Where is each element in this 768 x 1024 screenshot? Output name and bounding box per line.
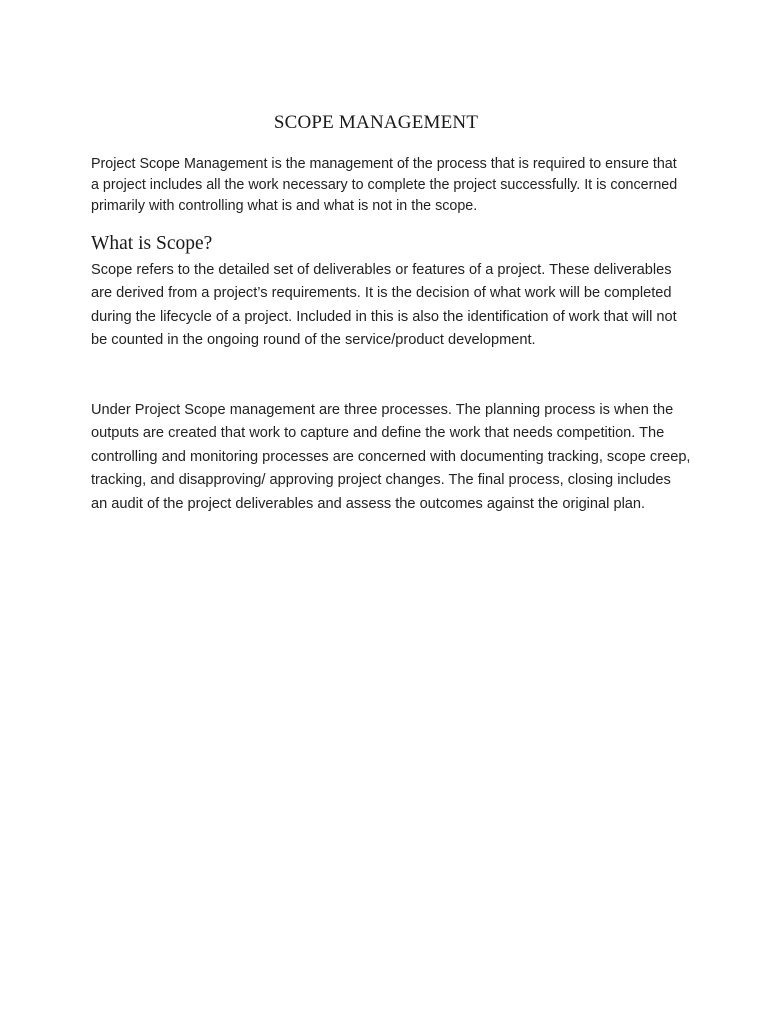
scope-definition-paragraph: Scope refers to the detailed set of deliverables or features of a project. These deliverables are derived from a project’s requirements. It is the decision of what work will be completed during the lifecycle of a project. Included in this is also the identification of work that will not be counted in the ongoing round of the service/product development.	[91, 262, 677, 349]
scope-processes-paragraph: Under Project Scope management are three processes. The planning process is when the outputs are created that work to capture and define the work that needs competition. The controlling and monitoring processes are concerned with documenting tracking, scope creep, tracking, and disapproving/ approving project changes. The final process, closing includes an audit of the project deliverables and assess the outcomes against the original plan.	[91, 402, 691, 512]
section-heading: What is Scope?	[91, 233, 213, 254]
document-title: SCOPE MANAGEMENT	[273, 112, 479, 133]
intro-paragraph: Project Scope Management is the management of the process that is required to ensure that a project includes all the work necessary to complete the project successfully. It is concerned primarily with controlling what is and what is not in the scope.	[91, 156, 678, 214]
